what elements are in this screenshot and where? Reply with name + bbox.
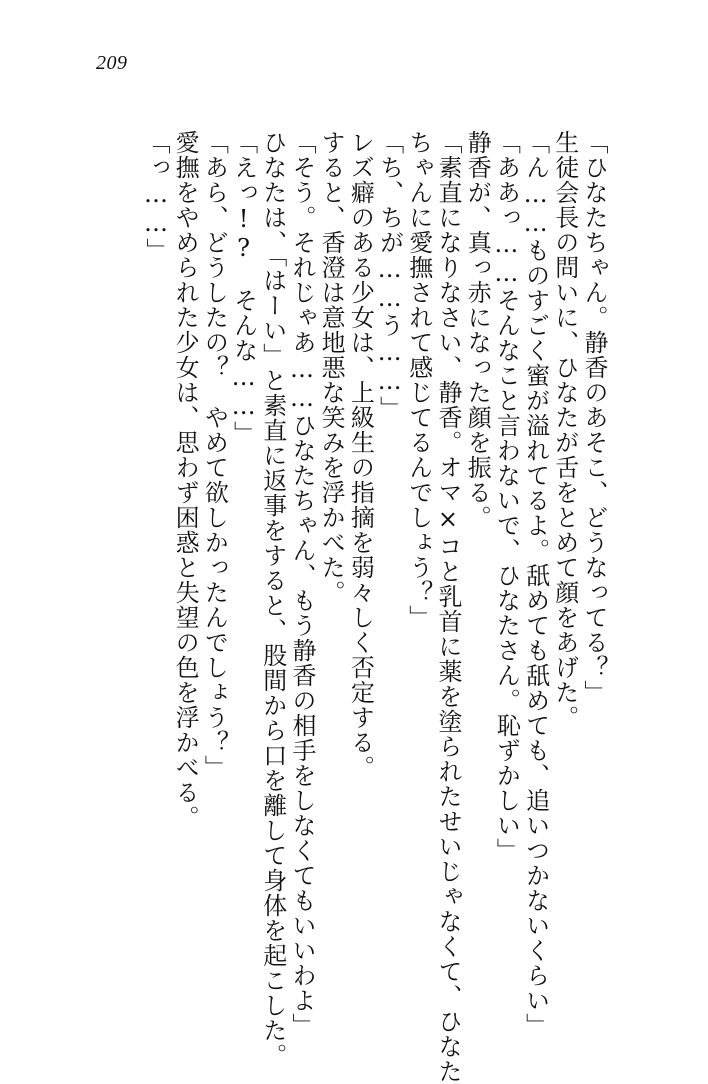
text-line: 「えっ!? そんな……」 — [229, 130, 258, 446]
text-line: 「っ……」 — [141, 130, 170, 263]
text-line: 「ち、ちが……う……」 — [375, 130, 404, 421]
text-line: 「ん……ものすごく蜜が溢れてるよ。舐めても舐めても、追いつかないくらい」 — [521, 130, 550, 1038]
vertical-text-body — [141, 130, 608, 1084]
page-number: 209 — [96, 52, 128, 74]
text-line: 「あら、どうしたの？ やめて欲しかったんでしょう？」 — [200, 130, 229, 780]
text-line: 「ああっ……そんなこと言わないで、ひなたさん。恥ずかしい」 — [492, 130, 521, 863]
text-line: ちゃんに愛撫されて感じてるんでしょう？」 — [404, 130, 433, 630]
text-line: レズ癖のある少女は、上級生の指摘を弱々しく否定する。 — [346, 130, 375, 780]
text-line: 「そう。それじゃあ……ひなたちゃん、もう静香の相手をしなくてもいいわよ」 — [287, 130, 316, 1038]
text-line: 「ひなたちゃん。静香のあそこ、どうなってる？」 — [580, 130, 608, 705]
text-line: 愛撫をやめられた少女は、思わず困惑と失望の色を浮かべる。 — [171, 130, 200, 830]
text-line: 生徒会長の問いに、ひなたが舌をとめて顔をあげた。 — [550, 130, 579, 730]
text-line: 「素直になりなさい、静香。オマ×コと乳首に薬を塗られたせいじゃなくて、ひなた — [433, 130, 462, 1084]
text-line: 静香が、真っ赤になった顔を振る。 — [463, 130, 492, 530]
text-line: すると、香澄は意地悪な笑みを浮かべた。 — [317, 130, 346, 605]
text-line: ひなたは、「はーい」と素直に返事をすると、股間から口を離して身体を起こした。 — [258, 130, 287, 1068]
